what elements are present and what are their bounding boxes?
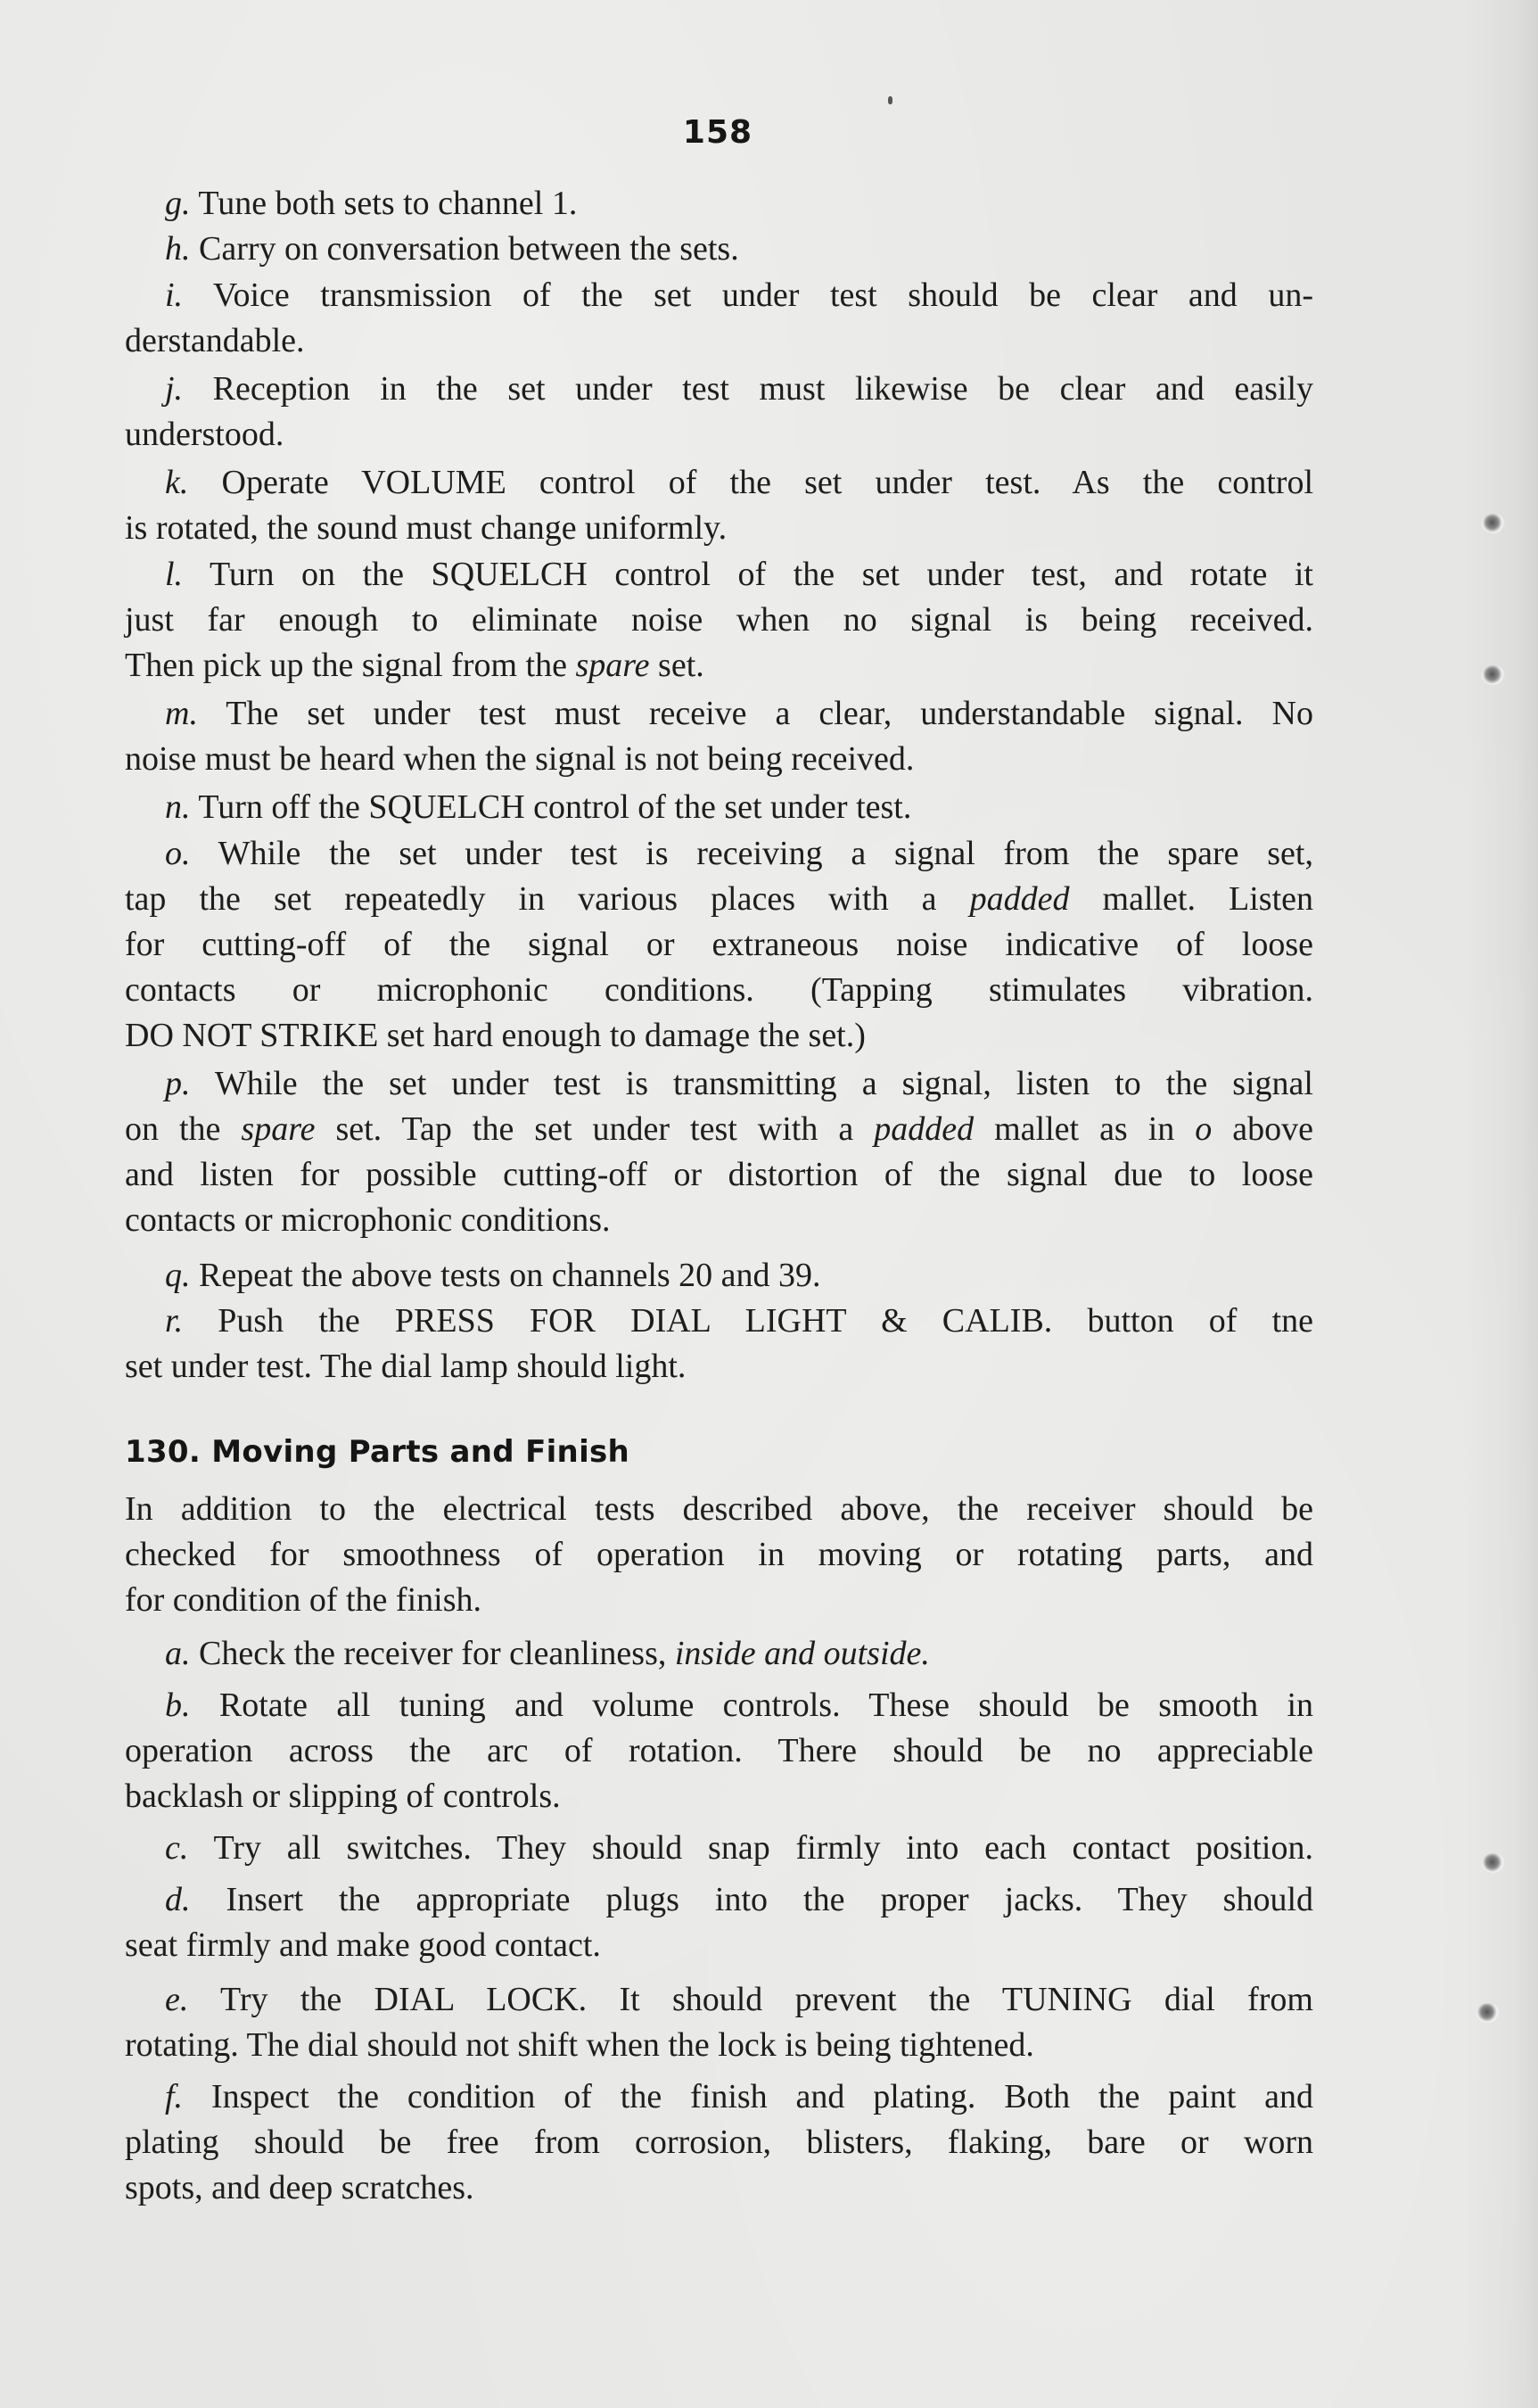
text-run: set. Tap the set under test with a: [335, 1110, 854, 1148]
step-o-cont2: for cutting-off of the signal or extraneous noise indicative of loose: [125, 926, 1313, 963]
step-h: [165, 228, 1313, 269]
step-e: [165, 1979, 1313, 2020]
emphasis-text: padded: [874, 1110, 975, 1148]
step-b-cont2: backlash or slipping of controls.: [125, 1777, 561, 1815]
step-text: Inspect the condition of the finish and plating. Both the paint and: [210, 2078, 1314, 2115]
step-text: While the set under test is receiving a signal from the spare set,: [218, 835, 1313, 872]
step-text: The set under test must receive a clear, understandable signal. No: [226, 695, 1313, 732]
section-heading: 130. Moving Parts and Finish: [125, 1434, 630, 1470]
step-b-cont: operation across the arc of rotation. There should be no appreciable: [125, 1732, 1313, 1769]
step-o-cont4: DO NOT STRIKE set hard enough to damage the set.): [125, 1017, 866, 1054]
step-l: [165, 554, 1313, 595]
step-c: [165, 1827, 1313, 1868]
step-p-cont3: contacts or microphonic conditions.: [125, 1201, 611, 1239]
step-p-cont: [125, 1109, 1313, 1150]
step-o-cont3: contacts or microphonic conditions. (Tapping stimulates vibration.: [125, 971, 1313, 1009]
step-label: h.: [165, 230, 191, 268]
step-o: [165, 833, 1313, 874]
binding-hole-mark: [1482, 1853, 1505, 1873]
step-text: Repeat the above tests on channels 20 and 39.: [199, 1257, 821, 1294]
step-label: p.: [165, 1065, 191, 1102]
emphasis-text: inside and outside.: [674, 1635, 930, 1672]
step-e-cont: rotating. The dial should not shift when the lock is being tightened.: [125, 2026, 1034, 2064]
step-j-cont: understood.: [125, 416, 284, 453]
step-f-cont: plating should be free from corrosion, blisters, flaking, bare or worn: [125, 2123, 1313, 2161]
step-label: a.: [165, 1635, 191, 1672]
step-label: n.: [165, 788, 191, 826]
step-o-cont: [125, 878, 1313, 919]
step-label: i.: [165, 276, 184, 314]
text-run: set.: [658, 647, 704, 684]
step-m-cont: noise must be heard when the signal is not being received.: [125, 740, 915, 778]
binding-hole-mark: [1476, 2003, 1500, 2023]
step-text: Push the PRESS FOR DIAL LIGHT & CALIB. button of tne: [218, 1302, 1313, 1340]
text-run: on the: [125, 1110, 221, 1148]
binding-hole-mark: [1482, 665, 1505, 685]
step-f-cont2: spots, and deep scratches.: [125, 2169, 474, 2206]
step-q: [165, 1255, 1313, 1296]
section-intro-line-2: checked for smoothness of operation in moving or rotating parts, and: [125, 1536, 1313, 1573]
text-run: mallet. Listen: [1102, 880, 1314, 918]
step-g: [165, 183, 1313, 224]
step-r-cont: set under test. The dial lamp should light.: [125, 1348, 687, 1385]
emphasis-text: spare: [575, 647, 650, 684]
step-f: [165, 2076, 1313, 2117]
step-text: Turn off the SQUELCH control of the set under test.: [198, 788, 912, 826]
emphasis-text: spare: [241, 1110, 316, 1148]
ink-speck: [888, 96, 892, 104]
text-run: above: [1232, 1110, 1314, 1148]
step-text: Carry on conversation between the sets.: [199, 230, 739, 268]
text-run: mallet as in: [994, 1110, 1175, 1148]
step-m: [165, 693, 1313, 734]
step-label: e.: [165, 1981, 189, 2018]
step-label: q.: [165, 1257, 191, 1294]
step-k: [165, 462, 1313, 503]
step-r: [165, 1300, 1313, 1341]
step-label: r.: [165, 1302, 184, 1340]
step-d-cont: seat firmly and make good contact.: [125, 1926, 601, 1964]
section-intro-line-3: for condition of the finish.: [125, 1581, 481, 1619]
step-l-cont: just far enough to eliminate noise when no signal is being received.: [125, 601, 1313, 639]
step-n: [165, 787, 1313, 828]
step-text: Rotate all tuning and volume controls. These should be smooth in: [218, 1686, 1314, 1724]
step-text: Try all switches. They should snap firmly into each contact position.: [213, 1829, 1313, 1867]
step-text: Check the receiver for cleanliness,: [199, 1635, 667, 1672]
emphasis-text: o: [1195, 1110, 1213, 1148]
step-a: [165, 1633, 1313, 1674]
step-b: [165, 1685, 1313, 1726]
step-l-cont2: [125, 645, 1313, 686]
step-text: Try the DIAL LOCK. It should prevent the TUNING dial from: [220, 1981, 1313, 2018]
step-k-cont: is rotated, the sound must change uniformly.: [125, 509, 728, 547]
emphasis-text: padded: [969, 880, 1070, 918]
step-text: Reception in the set under test must likewise be clear and easily: [212, 370, 1314, 408]
page-number: 158: [682, 114, 753, 151]
step-d: [165, 1879, 1313, 1920]
section-intro-line-1: In addition to the electrical tests described above, the receiver should be: [125, 1490, 1313, 1528]
step-text: Insert the appropriate plugs into the proper jacks. They should: [226, 1881, 1313, 1918]
step-p: [165, 1063, 1313, 1104]
step-label: b.: [165, 1686, 191, 1724]
step-i: [165, 275, 1313, 316]
step-i-cont: derstandable.: [125, 322, 305, 359]
step-j: [165, 368, 1313, 409]
text-run: tap the set repeatedly in various places with a: [125, 880, 937, 918]
step-text: Turn on the SQUELCH control of the set under test, and rotate it: [209, 556, 1313, 593]
text-run: Then pick up the signal from the: [125, 647, 567, 684]
binding-hole-mark: [1482, 514, 1505, 533]
step-label: j.: [165, 370, 184, 408]
step-label: f.: [165, 2078, 184, 2115]
step-text: While the set under test is transmitting a signal, listen to the signal: [214, 1065, 1313, 1102]
step-label: o.: [165, 835, 191, 872]
step-text: Operate VOLUME control of the set under test. As the control: [221, 464, 1314, 501]
step-p-cont2: and listen for possible cutting-off or distortion of the signal due to loose: [125, 1156, 1313, 1193]
step-text: Voice transmission of the set under test should be clear and un-: [212, 276, 1313, 314]
step-label: m.: [165, 695, 198, 732]
step-label: d.: [165, 1881, 191, 1918]
step-text: Tune both sets to channel 1.: [198, 185, 578, 222]
step-label: k.: [165, 464, 189, 501]
step-label: c.: [165, 1829, 189, 1867]
step-label: l.: [165, 556, 184, 593]
step-label: g.: [165, 185, 191, 222]
